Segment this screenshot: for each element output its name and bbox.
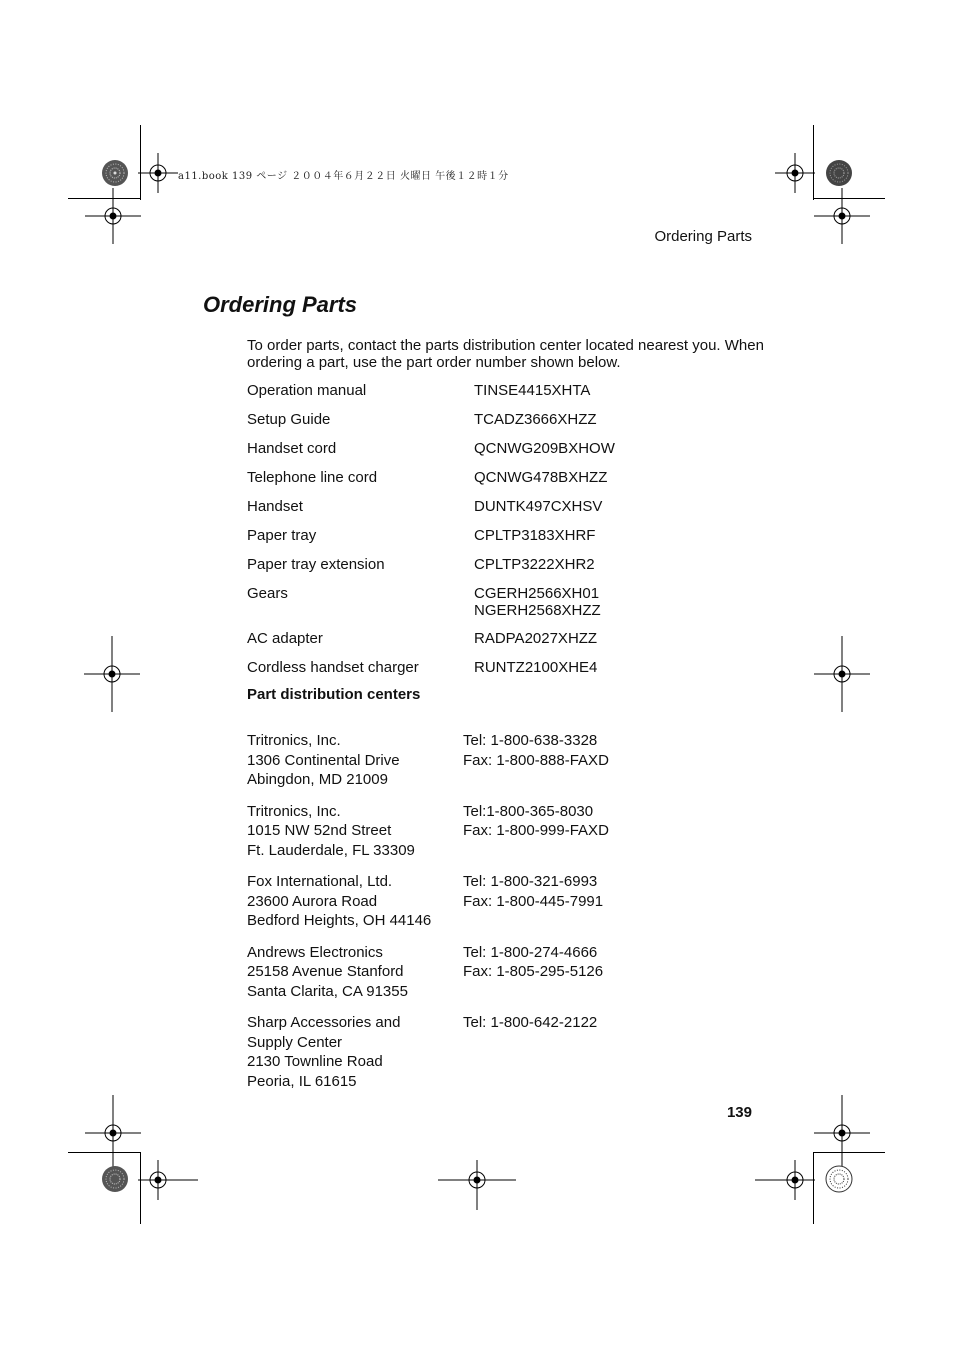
center-contact (463, 1013, 597, 1033)
registration-mark-icon (814, 188, 870, 244)
distribution-center (247, 872, 767, 931)
color-registration-disc-icon (825, 1165, 853, 1193)
center-contact (463, 731, 609, 770)
part-number-line: QCNWG209BXHOW (474, 440, 615, 457)
address-line: Tritronics, Inc. (247, 732, 341, 749)
registration-mark-icon (85, 188, 141, 244)
part-row (247, 440, 767, 469)
color-registration-disc-icon (101, 1165, 129, 1193)
print-slug: a11.book 139 ページ ２００４年６月２２日 火曜日 午後１２時１分 (178, 171, 509, 182)
address-line: Supply Center (247, 1033, 343, 1051)
part-number (474, 556, 595, 573)
part-number-line: RADPA2027XHZZ (474, 630, 598, 647)
part-number (474, 382, 590, 399)
part-number (474, 527, 595, 544)
part-name: Paper tray extension (247, 556, 385, 573)
part-name: AC adapter (247, 630, 323, 647)
distribution-center (247, 731, 767, 790)
part-number (474, 630, 597, 647)
center-address (247, 1013, 463, 1091)
part-row (247, 411, 767, 440)
center-contact (463, 872, 603, 911)
color-registration-disc-icon (101, 159, 129, 187)
part-number-line: QCNWG478BXHZZ (474, 469, 608, 486)
address-line: 25158 Avenue Stanford (247, 963, 404, 980)
registration-mark-icon (775, 153, 815, 193)
fax-number: Fax: 1-805-295-5126 (463, 963, 604, 980)
intro-paragraph: To order parts, contact the parts distribution center located nearest you. When ordering a part, use the part order number shown below. (247, 337, 764, 371)
distribution-centers-heading: Part distribution centers (247, 686, 421, 703)
part-number (474, 469, 607, 486)
distribution-center (247, 943, 767, 1002)
phone-number: Tel: 1-800-642-2122 (463, 1014, 598, 1031)
address-line: Andrews Electronics (247, 943, 383, 961)
address-line: Peoria, IL 61615 (247, 1072, 357, 1090)
distribution-centers-list (247, 731, 767, 1103)
part-number-line: CGERH2566XH01 (474, 585, 600, 602)
phone-number: Tel: 1-800-321-6993 (463, 873, 598, 890)
registration-mark-icon (755, 1160, 815, 1200)
page-title: Ordering Parts (203, 292, 358, 317)
address-line: 1306 Continental Drive (247, 751, 400, 769)
parts-list (247, 382, 767, 688)
phone-number: Tel: 1-800-274-4666 (463, 943, 598, 961)
address-line: 23600 Aurora Road (247, 892, 378, 910)
part-number (474, 498, 602, 515)
center-address (247, 943, 463, 1002)
phone-number: Tel: 1-800-638-3328 (463, 732, 598, 749)
center-contact (463, 802, 609, 841)
address-line: Santa Clarita, CA 91355 (247, 982, 408, 1000)
distribution-center (247, 1013, 767, 1091)
part-row (247, 527, 767, 556)
running-head: Ordering Parts (654, 228, 752, 245)
part-number (474, 440, 615, 457)
page-number: 139 (726, 1104, 752, 1121)
part-row (247, 659, 767, 688)
registration-mark-icon (85, 1095, 141, 1171)
address-line: Abingdon, MD 21009 (247, 771, 388, 788)
part-number-line: TINSE4415XHTA (474, 382, 591, 399)
part-name: Gears (247, 585, 288, 602)
part-name: Telephone line cord (247, 469, 378, 486)
address-line: 2130 Townline Road (247, 1053, 383, 1070)
center-contact (463, 943, 603, 982)
part-name: Handset cord (247, 440, 337, 457)
part-number-line: DUNTK497CXHSV (474, 498, 603, 515)
address-line: Tritronics, Inc. (247, 802, 341, 820)
fax-number: Fax: 1-800-999-FAXD (463, 822, 609, 839)
part-number (474, 585, 601, 619)
registration-mark-icon (138, 1160, 198, 1200)
address-line: Bedford Heights, OH 44146 (247, 912, 432, 929)
fax-number: Fax: 1-800-888-FAXD (463, 751, 609, 769)
center-address (247, 731, 463, 790)
part-row (247, 556, 767, 585)
registration-mark-icon (814, 1095, 870, 1171)
address-line: Ft. Lauderdale, FL 33309 (247, 841, 415, 859)
phone-number: Tel:1-800-365-8030 (463, 802, 594, 820)
center-address (247, 872, 463, 931)
part-row (247, 469, 767, 498)
part-row (247, 382, 767, 411)
part-row (247, 585, 767, 630)
part-number-line: RUNTZ2100XHE4 (474, 659, 598, 676)
part-name: Operation manual (247, 382, 367, 399)
part-row (247, 630, 767, 659)
center-address (247, 802, 463, 861)
registration-mark-icon (438, 1160, 516, 1210)
color-registration-disc-icon (825, 159, 853, 187)
part-number-line: CPLTP3183XHRF (474, 527, 596, 544)
part-number-line: NGERH2568XHZZ (474, 602, 601, 619)
registration-mark-icon (814, 636, 870, 712)
registration-mark-icon (138, 153, 178, 193)
part-number (474, 659, 597, 676)
part-row (247, 498, 767, 527)
registration-mark-icon (84, 636, 140, 712)
address-line: Sharp Accessories and (247, 1014, 401, 1031)
part-number-line: CPLTP3222XHR2 (474, 556, 595, 573)
part-name: Cordless handset charger (247, 659, 419, 676)
part-number-line: TCADZ3666XHZZ (474, 411, 597, 428)
part-name: Handset (247, 498, 303, 515)
distribution-center (247, 802, 767, 861)
address-line: 1015 NW 52nd Street (247, 822, 392, 839)
address-line: Fox International, Ltd. (247, 873, 393, 890)
part-number (474, 411, 597, 428)
part-name: Paper tray (247, 527, 317, 544)
fax-number: Fax: 1-800-445-7991 (463, 892, 604, 910)
part-name: Setup Guide (247, 411, 331, 428)
